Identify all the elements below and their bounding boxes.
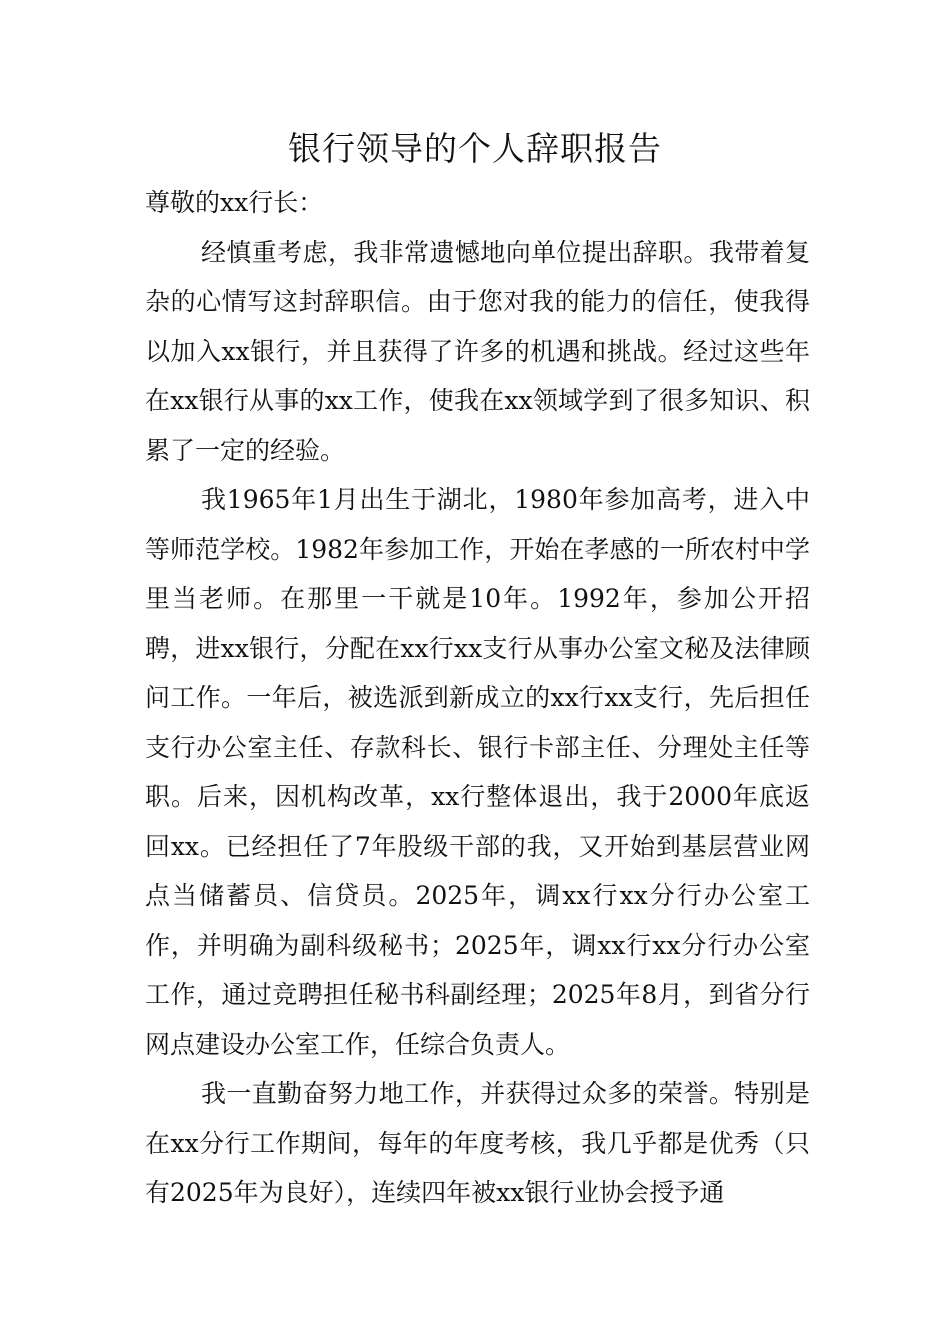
paragraph-2: 我1965年1月出生于湖北，1980年参加高考，进入中等师范学校。1982年参加工作，开始在孝感的一所农村中学里当老师。在那里一干就是10年。1992年，参加公开招聘，进xx银行，分配在xx行xx支行从事办公室文秘及法律顾问工作。一年后，被选派到新成立的xx行xx支行，先后担任支行办公室主任、存款科长、银行卡部主任、分理处主任等职。后来，因机构改革，xx行整体退出，我于2000年底返回xx。已经担任了7年股级干部的我，又开始到基层营业网点当储蓄员、信贷员。2025年，调xx行xx分行办公室工作，并明确为副科级秘书；2025年，调xx行xx分行办公室工作，通过竞聘担任秘书科副经理；2025年8月，到省分行网点建设办公室工作，任综合负责人。 <box>145 485 810 1059</box>
document-body <box>145 178 810 1218</box>
document-title: 银行领导的个人辞职报告 <box>288 129 662 168</box>
paragraph-3: 我一直勤奋努力地工作，并获得过众多的荣誉。特别是在xx分行工作期间，每年的年度考核，我几乎都是优秀（只有2025年为良好），连续四年被xx银行业协会授予通 <box>145 1079 810 1207</box>
paragraph-1: 经慎重考虑，我非常遗憾地向单位提出辞职。我带着复杂的心情写这封辞职信。由于您对我的能力的信任，使我得以加入xx银行，并且获得了许多的机遇和挑战。经过这些年在xx银行从事的xx工作，使我在xx领域学到了很多知识、积累了一定的经验。 <box>145 237 810 465</box>
salutation: 尊敬的xx行长： <box>145 188 324 217</box>
